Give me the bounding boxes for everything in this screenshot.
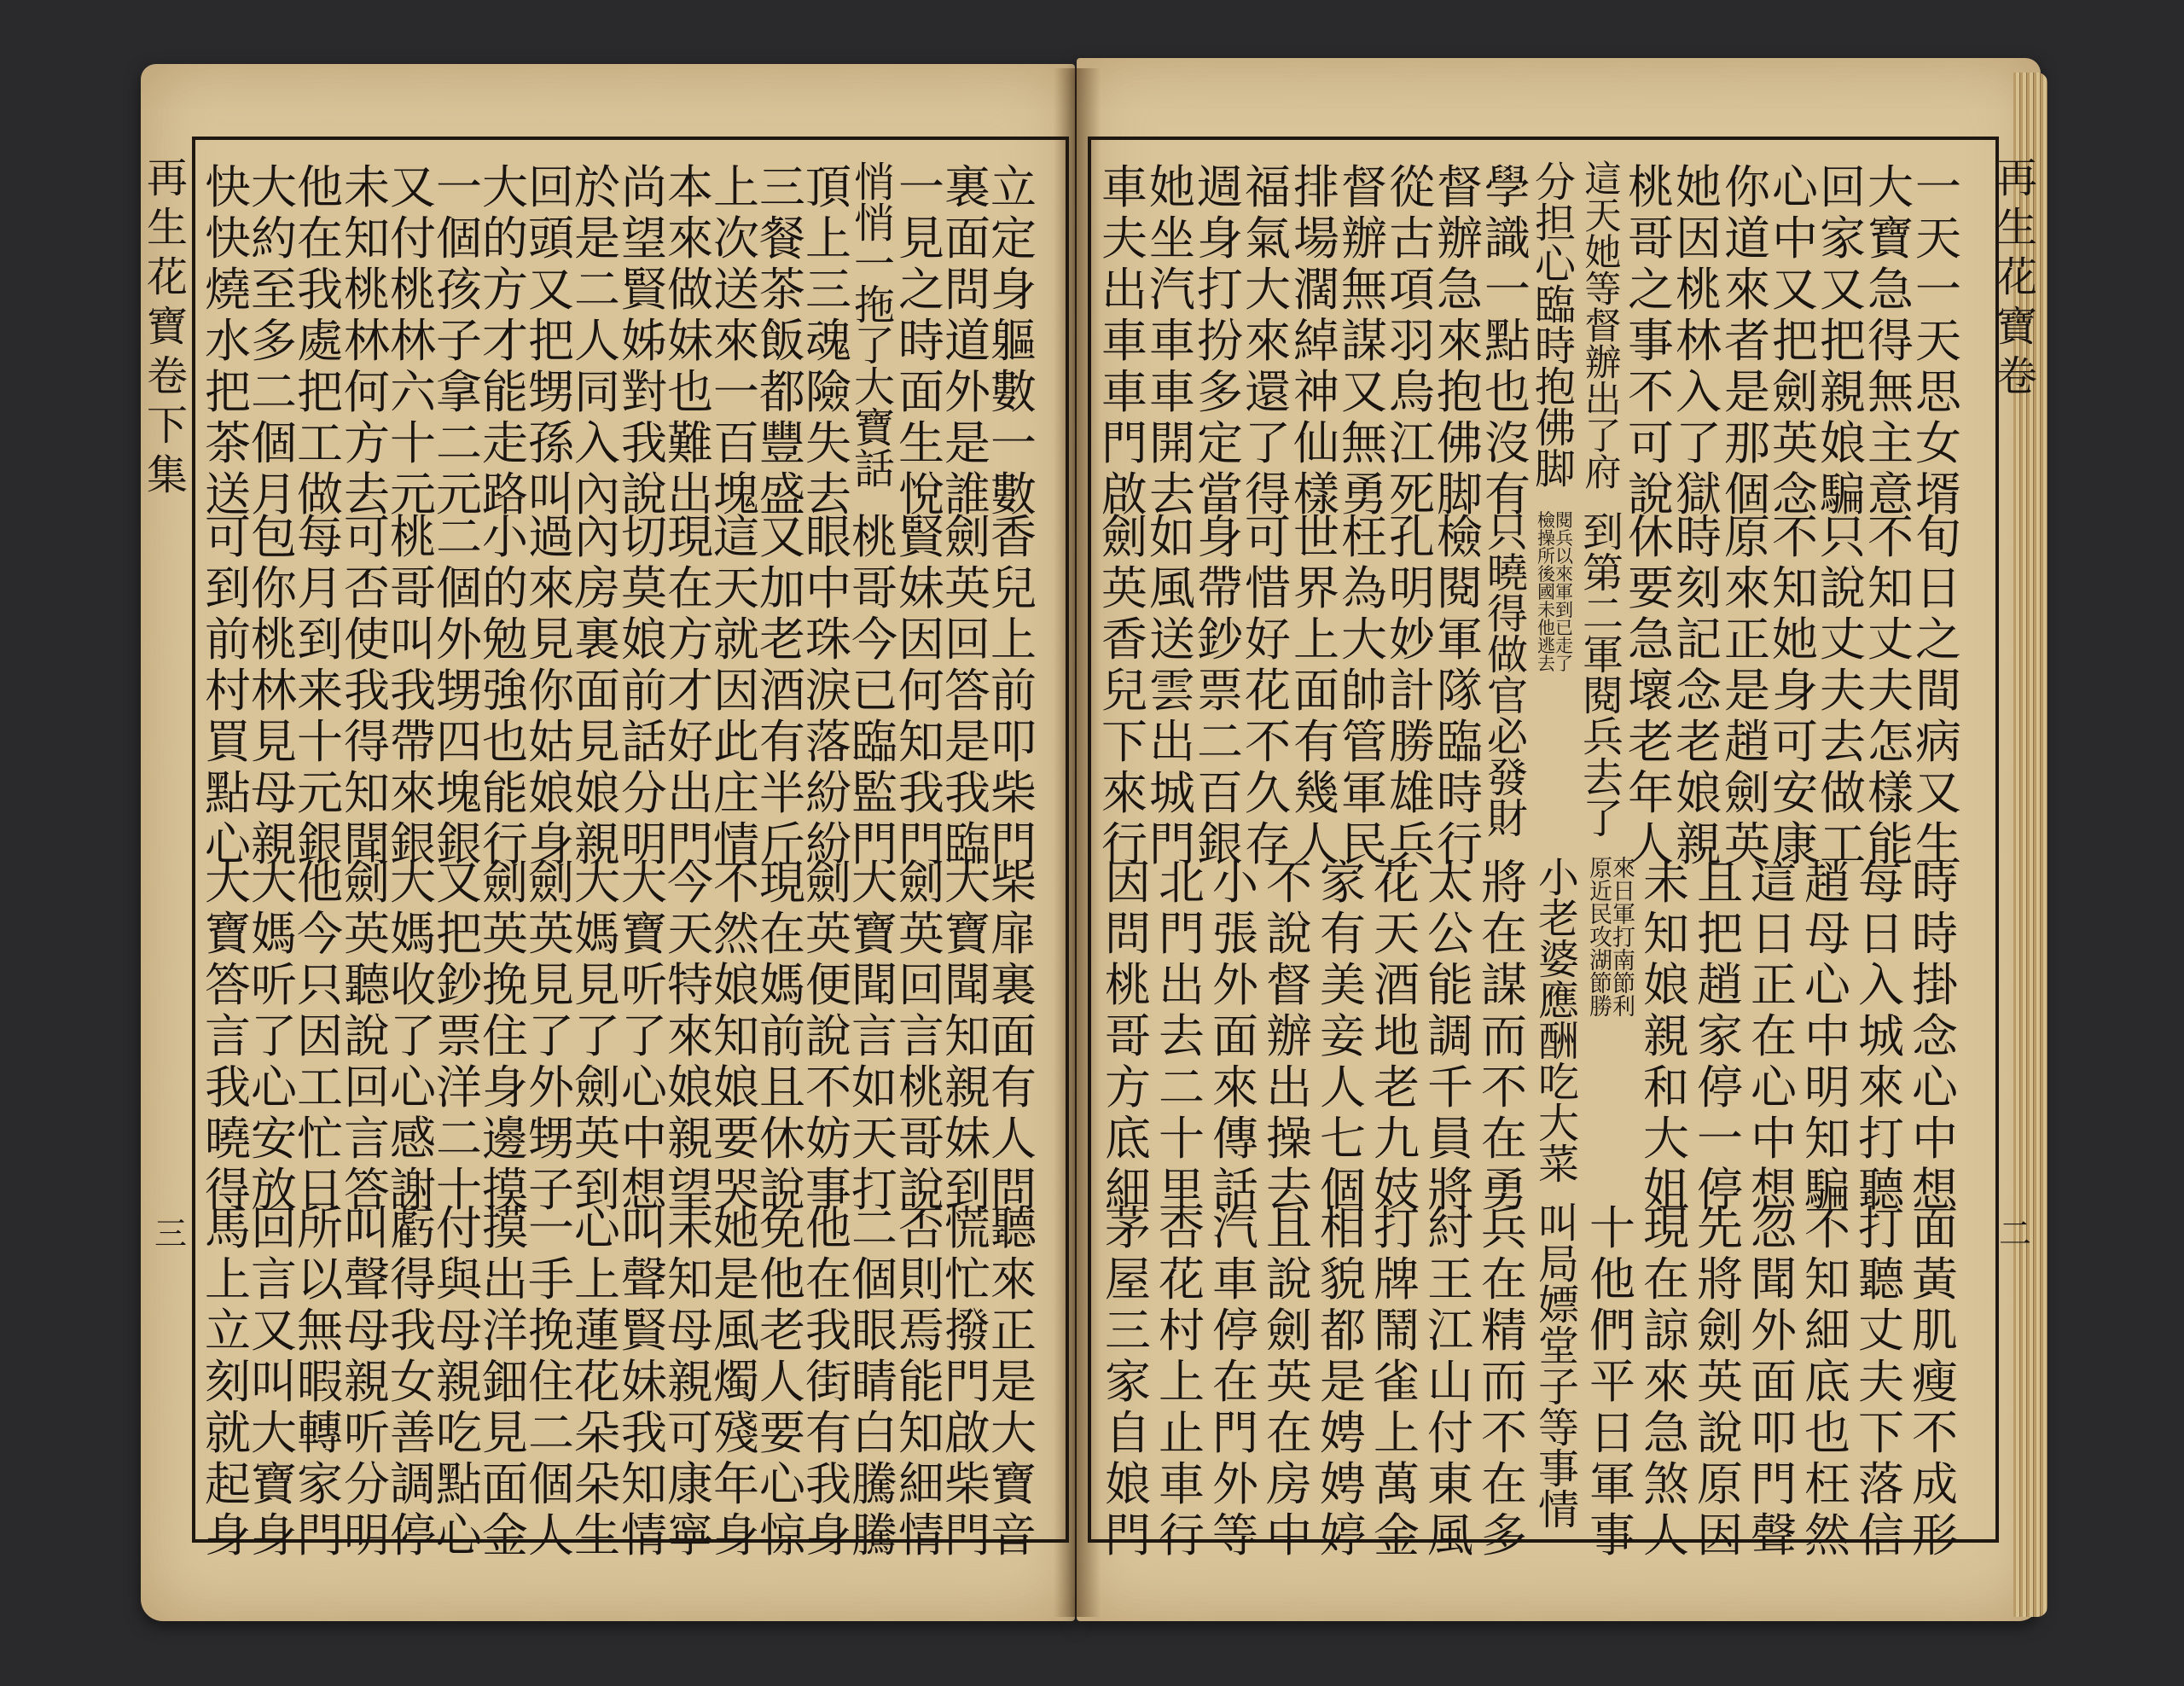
text-column: 裏面問道外是誰: [944, 160, 990, 521]
text-column: 三餐茶飯都豐盛: [759, 160, 805, 521]
text-column: 大寶听了心中想: [621, 856, 667, 1217]
text-column: 虧得我女善調停: [390, 1201, 436, 1562]
text-column: 頂上三魂險失去: [805, 160, 851, 521]
text-column: 免他老人要心惊: [759, 1201, 805, 1562]
text-column: 又加老酒有半斤: [759, 510, 805, 871]
text-column: 週身打扮多定當: [1197, 160, 1243, 521]
text-column: 每日入城來打聽: [1858, 856, 1904, 1217]
text-column: 排場濶綽神仙樣: [1293, 160, 1339, 521]
text-column: 世界上面有幾人: [1293, 510, 1339, 871]
text-column: 劍英見了外甥子: [528, 856, 574, 1217]
text-column: 一見之時面生悅: [898, 160, 944, 521]
text-column: 切莫娘前話分明: [621, 510, 667, 871]
text-column: 到第二軍閱兵去了: [1582, 509, 1623, 843]
text-column: 本來做妹也難出: [667, 160, 713, 521]
text-column: 一天一天思女壻: [1915, 160, 1961, 521]
text-column: 馬上立刻就起身: [205, 1201, 251, 1562]
text-column: 未知母親可康寧: [667, 1201, 713, 1562]
text-column: 兵在精而不在多: [1481, 1201, 1527, 1562]
text-column: 可否使我得知聞: [344, 510, 390, 871]
text-column: 香兒上前叩柴門: [990, 510, 1037, 871]
text-column: 悄悄一拖了大寶話: [853, 159, 895, 493]
text-column: 旬日之間病又生: [1915, 510, 1961, 871]
text-column: 今天特來娘親望: [667, 856, 713, 1217]
text-column: 紂王江山付東風: [1427, 1201, 1473, 1562]
text-column: 她是風燭殘年身: [713, 1201, 759, 1562]
text-column: 可惜好花不久存: [1245, 510, 1291, 871]
text-column: 二個眼睛白騰騰: [851, 1201, 897, 1562]
text-column: 且把趙家停一停: [1697, 856, 1743, 1217]
text-column: 劍英便說不妨事: [805, 856, 851, 1217]
text-column: 檢閱操兵所以後來國軍未到他已逃走去了: [1537, 510, 1573, 674]
text-column: 上次送來一百塊: [713, 160, 759, 521]
text-column: 心中又把劍英念: [1772, 160, 1818, 521]
text-column: 督辦急來抱佛脚: [1437, 160, 1483, 521]
text-column: 現在方才好出門: [667, 510, 713, 871]
text-column: 相貌都是娉娉婷: [1320, 1201, 1366, 1562]
text-column: 劍英香兒下來行: [1101, 510, 1147, 871]
right-margin-title: 再生花寶卷: [1995, 154, 2037, 400]
text-column: 一手挽住二個人: [528, 1201, 574, 1562]
text-column: 這天她等督辦出了府: [1584, 159, 1622, 495]
text-column: 福氣大來還了得: [1245, 160, 1291, 521]
text-column: 柴扉裏面有人問: [990, 856, 1037, 1217]
text-column: 孔明妙計勝雄兵: [1389, 510, 1435, 871]
text-column: 付與母親吃點心: [436, 1201, 482, 1562]
text-column: 現在諒來急煞人: [1643, 1201, 1689, 1562]
text-column: 她坐汽車車開去: [1149, 160, 1195, 521]
text-column: 否則焉能知細情: [898, 1201, 944, 1562]
text-column: 於是二人同入內: [574, 160, 620, 521]
text-column: 大媽收了心感謝: [390, 856, 436, 1217]
text-column: 可到前村買點心: [205, 510, 251, 871]
text-column: 未知娘親和大姐: [1643, 856, 1689, 1217]
text-column: 忽聞外面叩門聲: [1751, 1201, 1797, 1562]
text-column: 杏花村上止車行: [1159, 1201, 1205, 1562]
text-column: 時時掛念心中想: [1912, 856, 1958, 1217]
text-column: 車夫出車車門啟: [1101, 160, 1147, 521]
text-column: 督辦無謀又無勇: [1341, 160, 1387, 521]
text-column: 回家又把親娘騙: [1820, 160, 1866, 521]
text-column: 檢閱軍隊臨時行: [1437, 510, 1483, 871]
text-column: 心上蓮花朵朵生: [574, 1201, 620, 1562]
text-column: 大寶聞知親妹到: [944, 856, 990, 1217]
text-column: 不然娘知娘要哭: [713, 856, 759, 1217]
left-folio: 三: [154, 1215, 187, 1253]
text-column: 原來近日民軍攻打湖南節節勝利: [1589, 856, 1635, 1020]
text-column: 原來正是趙劍英: [1724, 510, 1770, 871]
text-column: 劍英挽住身邊摸: [482, 856, 528, 1217]
text-column: 因問桃哥方底細: [1105, 856, 1151, 1217]
text-column: 他在我處把工做: [297, 160, 343, 521]
text-column: 小的勉強也能行: [482, 510, 528, 871]
text-column: 如風送雲出城門: [1149, 510, 1195, 871]
text-column: 劍英回答是我臨: [944, 510, 990, 871]
text-column: 你道來者是那個: [1724, 160, 1770, 521]
text-column: 慌忙撥門啟柴門: [944, 1201, 990, 1562]
text-column: 休要急壞老年人: [1628, 510, 1674, 871]
text-column: 身帶鈔票二百銀: [1197, 510, 1243, 871]
left-margin-title: 再生花寶卷 下集: [146, 154, 188, 499]
text-column: 大寶聞言如天打: [851, 856, 897, 1217]
text-column: 快快燒水把茶送: [205, 160, 251, 521]
text-column: 學識一點也沒有: [1484, 160, 1531, 521]
text-column: 小老婆應酬吃大菜: [1537, 854, 1579, 1189]
text-column: 小張外面來傳話: [1212, 856, 1258, 1217]
text-column: 二個外甥四塊銀: [436, 510, 482, 871]
text-column: 回言又叫大寶身: [251, 1201, 297, 1562]
text-column: 回頭又把甥孫叫: [528, 160, 574, 521]
text-column: 內房裏面見娘親: [574, 510, 620, 871]
text-column: 將在謀而不在勇: [1481, 856, 1527, 1217]
text-column: 桃哥叫我帶來銀: [390, 510, 436, 871]
text-column: 不知細底也枉然: [1804, 1201, 1850, 1562]
text-column: 大寶急得無主意: [1867, 160, 1914, 521]
text-column: 劍英回言桃哥說: [898, 856, 944, 1217]
text-column: 十他們平日軍事: [1589, 1201, 1635, 1562]
text-column: 太公能調千員將: [1427, 856, 1473, 1217]
text-column: 又把鈔票洋二十: [436, 856, 482, 1217]
text-column: 未知桃林何方去: [344, 160, 390, 521]
text-column: 包你桃林見母親: [251, 510, 297, 871]
text-column: 所以無暇轉家門: [297, 1201, 343, 1562]
text-column: 大約至多二個月: [251, 160, 297, 521]
text-column: 枉為大帥管軍民: [1341, 510, 1387, 871]
text-column: 北門出去二十里: [1159, 856, 1205, 1217]
text-column: 大媽听了心安放: [251, 856, 297, 1217]
text-column: 不說督辦出操去: [1266, 856, 1312, 1217]
text-column: 大的方才能走路: [482, 160, 528, 521]
text-column: 桃哥今已臨監門: [851, 510, 897, 871]
text-column: 尚望賢姊對我說: [621, 160, 667, 521]
text-column: 眼中珠淚落紛紛: [805, 510, 851, 871]
text-column: 汽車停在門外等: [1212, 1201, 1258, 1562]
text-column: 不知她身可安康: [1772, 510, 1818, 871]
text-column: 時刻記念老娘親: [1676, 510, 1722, 871]
text-column: 打聽丈夫下落信: [1858, 1201, 1904, 1562]
text-column: 又付桃林六十元: [390, 160, 436, 521]
text-column: 這天就因此庄情: [713, 510, 759, 871]
text-column: 桃哥之事不可說: [1628, 160, 1674, 521]
text-column: 先將劍英說原因: [1697, 1201, 1743, 1562]
text-column: 一個孩子拿二元: [436, 160, 482, 521]
text-column: 現在媽前且休說: [759, 856, 805, 1217]
text-column: 每月到来十元銀: [297, 510, 343, 871]
text-column: 大寶答言我曉得: [205, 856, 251, 1217]
text-column: 立定身軀數一數: [990, 160, 1037, 521]
text-column: 趙母心中明知騙: [1804, 856, 1850, 1217]
text-column: 大媽見了劍英到: [574, 856, 620, 1217]
text-column: 家有美妾人七個: [1320, 856, 1366, 1217]
text-column: 叫聲母親听分明: [344, 1201, 390, 1562]
text-column: 且說劍英在房中: [1266, 1201, 1312, 1562]
text-column: 他在我街有我身: [805, 1201, 851, 1562]
text-column: 過來見你姑娘身: [528, 510, 574, 871]
text-column: 分担心臨時抱佛脚: [1534, 159, 1576, 493]
text-column: 不知丈夫怎樣能: [1867, 510, 1914, 871]
text-column: 打牌鬧雀上萬金: [1374, 1201, 1420, 1562]
text-column: 他今只因工忙日: [297, 856, 343, 1217]
text-column: 賢妹因何知我門: [898, 510, 944, 871]
text-column: 摸出洋鈿見面金: [482, 1201, 528, 1562]
text-column: 劍英聽說回言答: [344, 856, 390, 1217]
text-column: 花天酒地老九妓: [1374, 856, 1420, 1217]
text-column: 從古項羽烏江死: [1389, 160, 1435, 521]
text-column: 叫聲賢妹我知情: [621, 1201, 667, 1562]
text-column: 面黃肌瘦不成形: [1912, 1201, 1958, 1562]
text-column: 只曉得做官必發財: [1486, 509, 1528, 843]
text-column: 茅屋三家自娘門: [1105, 1201, 1151, 1562]
text-column: 她因桃林入了獄: [1676, 160, 1722, 521]
text-column: 叫局嫖堂子等事情: [1537, 1200, 1579, 1534]
text-column: 這日正在心中想: [1751, 856, 1797, 1217]
text-column: 只說丈夫去做工: [1820, 510, 1866, 871]
text-column: 聽來正是大寶音: [990, 1201, 1037, 1562]
right-folio: 二: [1998, 1215, 2031, 1253]
